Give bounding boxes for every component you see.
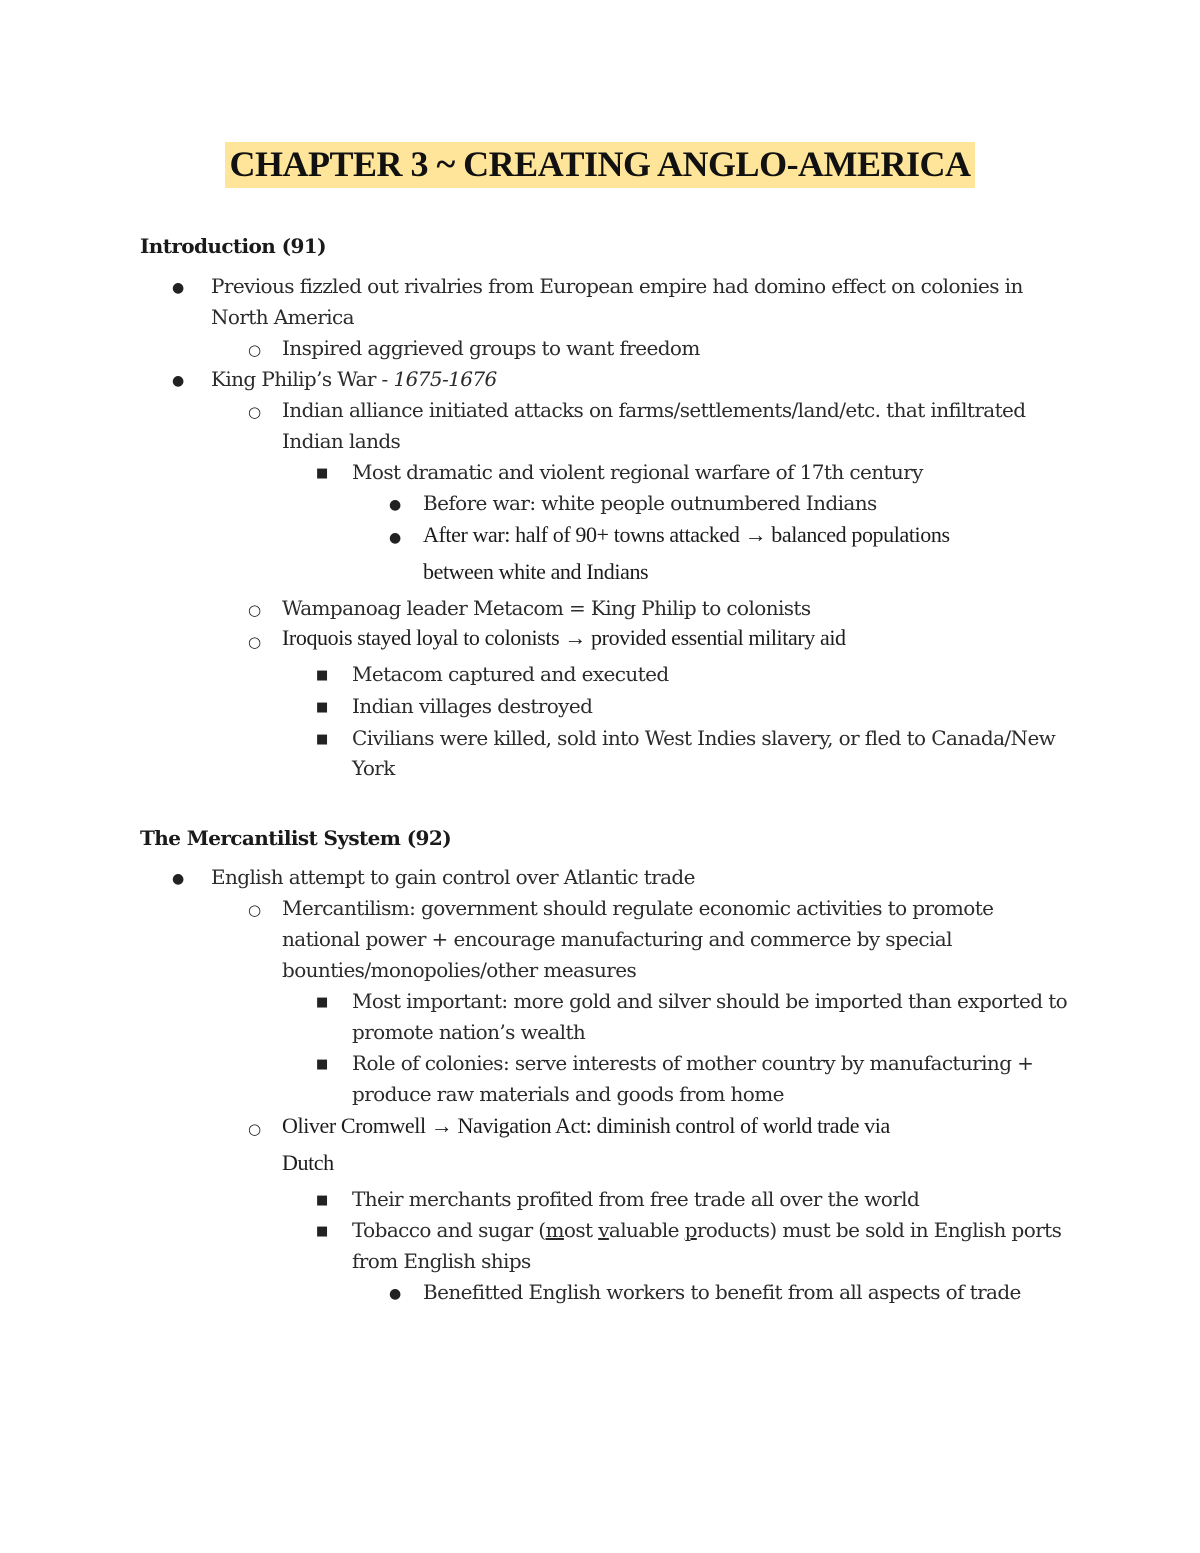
text-run: aluable <box>608 1218 685 1242</box>
list-item: Their merchants profited from free trade all over the world <box>352 1187 920 1211</box>
text-run: Tobacco and sugar ( <box>352 1218 546 1242</box>
bullet-level2: ○ <box>248 403 262 421</box>
list-item <box>352 1218 1061 1242</box>
list-item: Benefitted English workers to benefit from all aspects of trade <box>423 1280 1021 1304</box>
page-title: CHAPTER 3 ~ CREATING ANGLO-AMERICA <box>225 142 974 188</box>
list-item: Oliver Cromwell → Navigation Act: diminish control of world trade via <box>282 1113 890 1138</box>
list-item: Wampanoag leader Metacom = King Philip to colonists <box>282 596 811 620</box>
list-item: Role of colonies: serve interests of mother country by manufacturing + <box>352 1051 1034 1075</box>
title-wrap <box>0 142 1200 188</box>
bullet-level3: ■ <box>316 1057 329 1072</box>
bullet-level4: ● <box>389 530 402 546</box>
underlined-letter: m <box>545 1218 564 1242</box>
list-item: Most important: more gold and silver should be imported than exported to <box>352 989 1068 1013</box>
list-item-continuation: national power + encourage manufacturing and commerce by special <box>282 927 952 951</box>
list-item-continuation: York <box>352 756 395 780</box>
text-run: ost <box>563 1218 599 1242</box>
kpw-label: King Philip’s War - <box>211 367 394 391</box>
list-item: Metacom captured and executed <box>352 662 669 686</box>
bullet-level1: ● <box>172 280 185 296</box>
list-item: Inspired aggrieved groups to want freedom <box>282 336 700 360</box>
bullet-level3: ■ <box>316 700 329 715</box>
bullet-level2: ○ <box>248 341 262 359</box>
list-item-continuation: produce raw materials and goods from home <box>352 1082 784 1106</box>
list-item: After war: half of 90+ towns attacked → balanced populations <box>423 522 950 547</box>
list-item: Previous fizzled out rivalries from European empire had domino effect on colonies in <box>211 274 1023 298</box>
list-item: Civilians were killed, sold into West Indies slavery, or fled to Canada/New <box>352 726 1056 750</box>
text-run: roducts) must be sold in English ports <box>696 1218 1062 1242</box>
section-heading-mercantilist: The Mercantilist System (92) <box>140 826 452 850</box>
bullet-level3: ■ <box>316 668 329 683</box>
list-item: English attempt to gain control over Atlantic trade <box>211 865 695 889</box>
bullet-level2: ○ <box>248 1120 262 1138</box>
list-item: Most dramatic and violent regional warfare of 17th century <box>352 460 923 484</box>
list-item-continuation: bounties/monopolies/other measures <box>282 958 637 982</box>
list-item <box>211 367 497 391</box>
bullet-level4: ● <box>389 497 402 513</box>
bullet-level3: ■ <box>316 1193 329 1208</box>
list-item-continuation: from English ships <box>352 1249 531 1273</box>
bullet-level4: ● <box>389 1286 402 1302</box>
bullet-level2: ○ <box>248 901 262 919</box>
bullet-level3: ■ <box>316 1224 329 1239</box>
list-item: Iroquois stayed loyal to colonists → provided essential military aid <box>282 625 846 650</box>
bullet-level3: ■ <box>316 466 329 481</box>
list-item-continuation: Indian lands <box>282 429 401 453</box>
list-item: Before war: white people outnumbered Indians <box>423 491 877 515</box>
list-item-continuation: Dutch <box>282 1150 334 1175</box>
list-item-continuation: between white and Indians <box>423 559 649 584</box>
list-item: Mercantilism: government should regulate economic activities to promote <box>282 896 994 920</box>
list-item: Indian alliance initiated attacks on farms/settlements/land/etc. that infiltrated <box>282 398 1026 422</box>
underlined-letter: p <box>684 1218 697 1242</box>
list-item-continuation: North America <box>211 305 354 329</box>
bullet-level3: ■ <box>316 732 329 747</box>
bullet-level3: ■ <box>316 995 329 1010</box>
bullet-level2: ○ <box>248 601 262 619</box>
kpw-dates: 1675-1676 <box>393 367 497 391</box>
bullet-level2: ○ <box>248 633 262 651</box>
list-item: Indian villages destroyed <box>352 694 593 718</box>
bullet-level1: ● <box>172 373 185 389</box>
list-item-continuation: promote nation’s wealth <box>352 1020 586 1044</box>
bullet-level1: ● <box>172 871 185 887</box>
section-heading-introduction: Introduction (91) <box>140 234 326 258</box>
underlined-letter: v <box>598 1218 609 1242</box>
